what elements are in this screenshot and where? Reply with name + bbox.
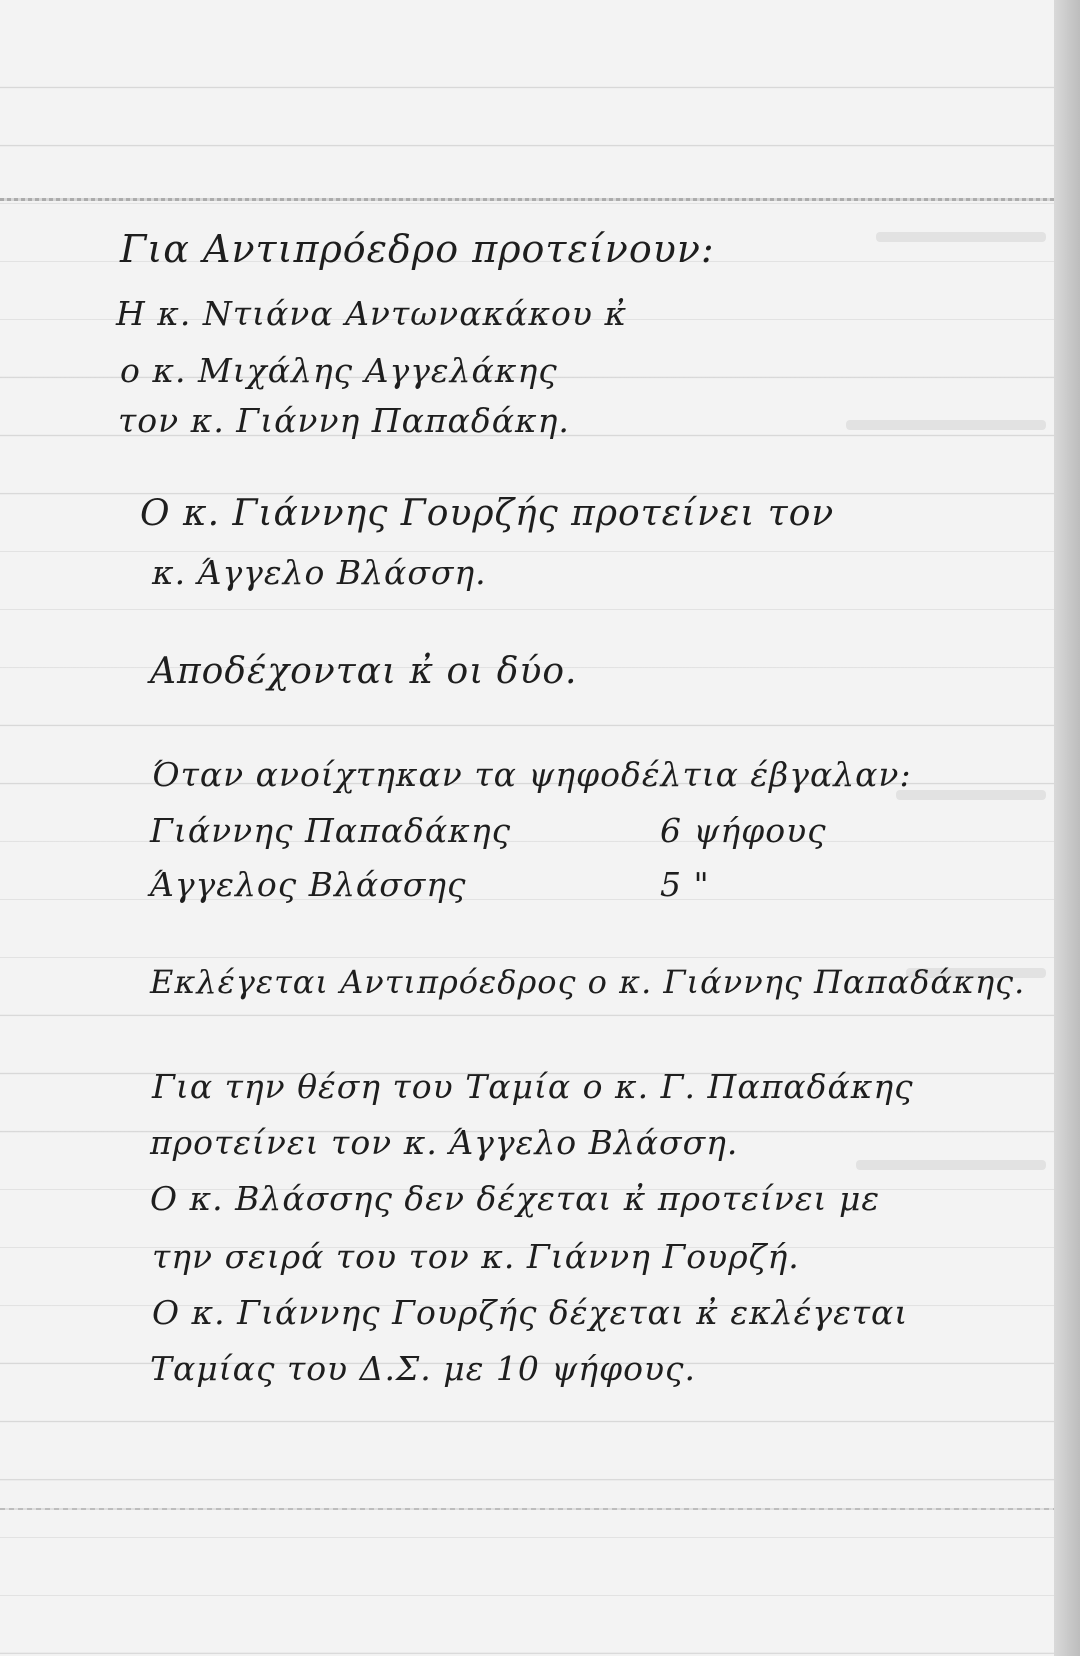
handwritten-line-8: Όταν ανοίχτηκαν τα ψηφοδέλτια έβγαλαν: [152, 755, 912, 794]
bottom-dashed-line [0, 1508, 1054, 1510]
vote-candidate-name: Γιάννης Παπαδάκης [150, 811, 512, 850]
handwritten-line-7: Αποδέχονται κ̓ οι δύο. [150, 651, 578, 692]
vote-candidate-name: Άγγελος Βλάσσης [150, 865, 467, 904]
handwritten-line-2: Η κ. Ντιάνα Αντωνακάκου κ̓ [116, 294, 628, 333]
handwritten-line-12: Ο κ. Βλάσσης δεν δέχεται κ̓ προτείνει με [150, 1179, 881, 1218]
handwritten-line-4: τον κ. Γιάννη Παπαδάκη. [118, 401, 570, 440]
handwritten-line-15: Ταμίας του Δ.Σ. με 10 ψήφους. [150, 1349, 697, 1388]
handwritten-line-14: Ο κ. Γιάννης Γουρζής δέχεται κ̓ εκλέγεται [152, 1293, 909, 1332]
bleed-through-mark [846, 420, 1046, 430]
handwritten-line-3: ο κ. Μιχάλης Αγγελάκης [120, 351, 558, 390]
handwritten-line-9: Εκλέγεται Αντιπρόεδρος ο κ. Γιάννης Παπαδάκης. [150, 963, 1026, 1001]
handwritten-line-5: Ο κ. Γιάννης Γουρζής προτείνει τον [140, 493, 835, 534]
handwritten-line-10: Για την θέση του Ταμία ο κ. Γ. Παπαδάκης [152, 1067, 914, 1106]
torn-edge-line [0, 198, 1054, 201]
vote-count: 5 " [660, 865, 710, 904]
handwritten-line-6: κ. Άγγελο Βλάσση. [152, 553, 487, 592]
bleed-through-mark [896, 790, 1046, 800]
handwritten-line-1: Για Αντιπρόεδρο προτείνουν: [120, 227, 715, 271]
bleed-through-mark [876, 232, 1046, 242]
page-edge-shadow [1054, 0, 1080, 1656]
handwritten-line-11: προτείνει τον κ. Άγγελο Βλάσση. [150, 1123, 739, 1162]
vote-count: 6 ψήφους [660, 811, 827, 850]
bleed-through-mark [856, 1160, 1046, 1170]
handwritten-line-13: την σειρά του τον κ. Γιάννη Γουρζή. [152, 1237, 800, 1276]
